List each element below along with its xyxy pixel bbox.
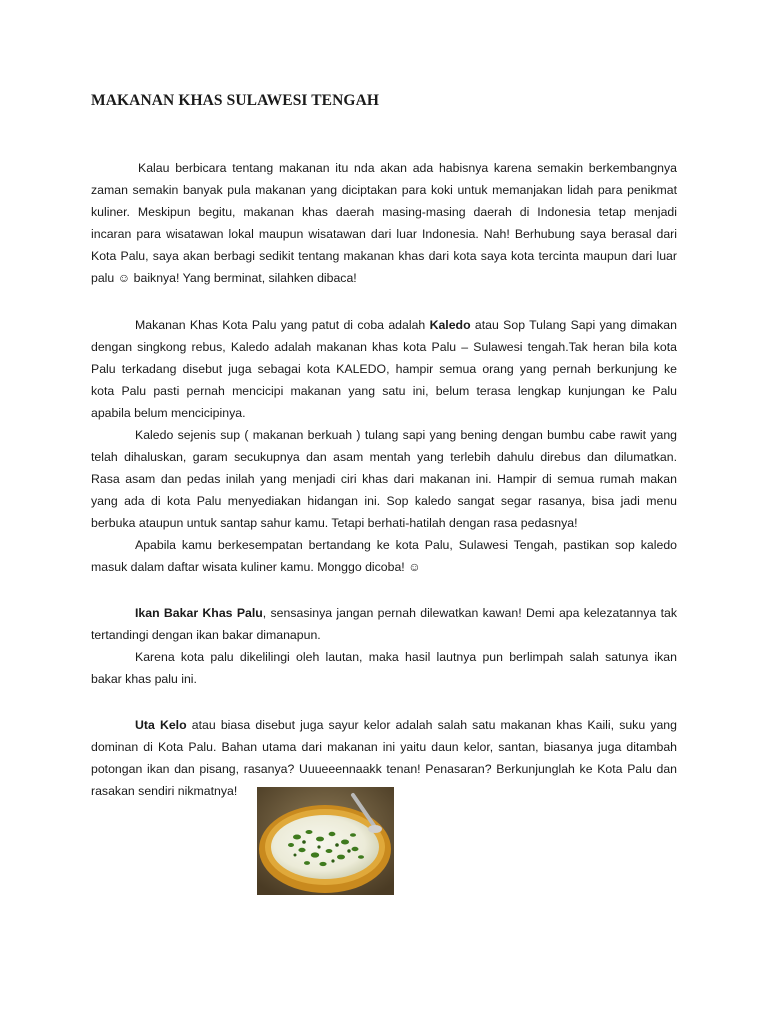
- paragraph-line: dengan singkong rebus, Kaledo adalah makanan khas kota Palu – Sulawesi tengah.Tak heran bila kota: [91, 340, 677, 354]
- inline-text: , sensasinya jangan pernah dilewatkan kawan! Demi apa kelezatannya tak: [262, 606, 677, 620]
- paragraph-line: tertandingi dengan ikan bakar dimanapun.: [91, 628, 321, 642]
- paragraph-line: rasakan sendiri nikmatnya!: [91, 784, 238, 798]
- paragraph-line: yang ada di kota Palu menyediakan hidangan ini. Sop kaledo sangat segar rasanya, bisa jadi menu: [91, 494, 677, 508]
- bold-term-uta-kelo: Uta Kelo: [135, 718, 187, 732]
- document-title: MAKANAN KHAS SULAWESI TENGAH: [91, 92, 380, 109]
- paragraph-line: Karena kota palu dikelilingi oleh lautan, maka hasil lautnya pun berlimpah salah satunya ikan: [135, 650, 677, 664]
- paragraph-line: zaman semakin banyak pula makanan yang diciptakan para koki untuk memanjakan lidah para penikmat: [91, 183, 677, 197]
- paragraph-line: Kota Palu, saya akan berbagi sedikit tentang makanan khas dari kota saya kota tercinta maupun dari luar: [91, 249, 677, 263]
- paragraph-line: [91, 317, 677, 333]
- bold-term-ikan-bakar: Ikan Bakar Khas Palu: [135, 606, 263, 620]
- paragraph-line: Apabila kamu berkesempatan bertandang ke kota Palu, Sulawesi Tengah, pastikan sop kaledo: [135, 538, 677, 552]
- paragraph-line: palu ☺ baiknya! Yang berminat, silahken dibaca!: [91, 271, 357, 285]
- inline-text: atau biasa disebut juga sayur kelor adalah salah satu makanan khas Kaili, suku yang: [186, 718, 677, 732]
- paragraph-line: potongan ikan dan pisang, rasanya? Uuueeennaakk tenan! Penasaran? Berkunjunglah ke Kota Palu dan: [91, 762, 677, 776]
- paragraph-line: kota Palu pasti pernah mencicipi makanan yang satu ini, belum terasa lengkap kunjungan ke Palu: [91, 384, 677, 398]
- inline-text: Makanan Khas Kota Palu yang patut di coba adalah: [135, 318, 430, 332]
- paragraph-line: incaran para wisatawan lokal maupun wisatawan dari luar Indonesia. Nah! Berhubung saya berasal dari: [91, 227, 677, 241]
- paragraph-line: dominan di Kota Palu. Bahan utama dari makanan ini yaitu daun kelor, santan, biasanya juga ditambah: [91, 740, 677, 754]
- paragraph-line: telah dihaluskan, garam secukupnya dan asam mentah yang terlebih dahulu direbus dan dilumatkan.: [91, 450, 677, 464]
- paragraph-line: bakar khas palu ini.: [91, 672, 197, 686]
- paragraph-line: masuk dalam daftar wisata kuliner kamu. Monggo dicoba! ☺: [91, 560, 421, 574]
- paragraph-line: Kaledo sejenis sup ( makanan berkuah ) tulang sapi yang bening dengan bumbu cabe rawit yang: [135, 428, 677, 442]
- paragraph-line: Kalau berbicara tentang makanan itu nda akan ada habisnya karena semakin berkembangnya: [138, 161, 677, 175]
- paragraph-line: Palu terkadang disebut juga sebagai kota KALEDO, hampir semua orang yang pernah berkunjung ke: [91, 362, 677, 376]
- paragraph-line: kuliner. Meskipun begitu, makanan khas daerah masing-masing daerah di Indonesia tetap menjadi: [91, 205, 677, 219]
- paragraph-line: berbuka ataupun untuk santap sahur kamu. Tetapi berhati-hatilah dengan rasa pedasnya!: [91, 516, 578, 530]
- bold-term-kaledo: Kaledo: [429, 318, 471, 332]
- soup-bowl-image: [257, 787, 394, 895]
- uta-kelo-photo: [257, 787, 394, 895]
- inline-text: atau Sop Tulang Sapi yang dimakan: [470, 318, 677, 332]
- paragraph-line: apabila belum mencicipinya.: [91, 406, 246, 420]
- paragraph-line: Rasa asam dan pedas inilah yang menjadi ciri khas dari makanan ini. Hampir di semua rumah makan: [91, 472, 677, 486]
- paragraph-line: [91, 605, 677, 621]
- paragraph-line: [91, 717, 677, 733]
